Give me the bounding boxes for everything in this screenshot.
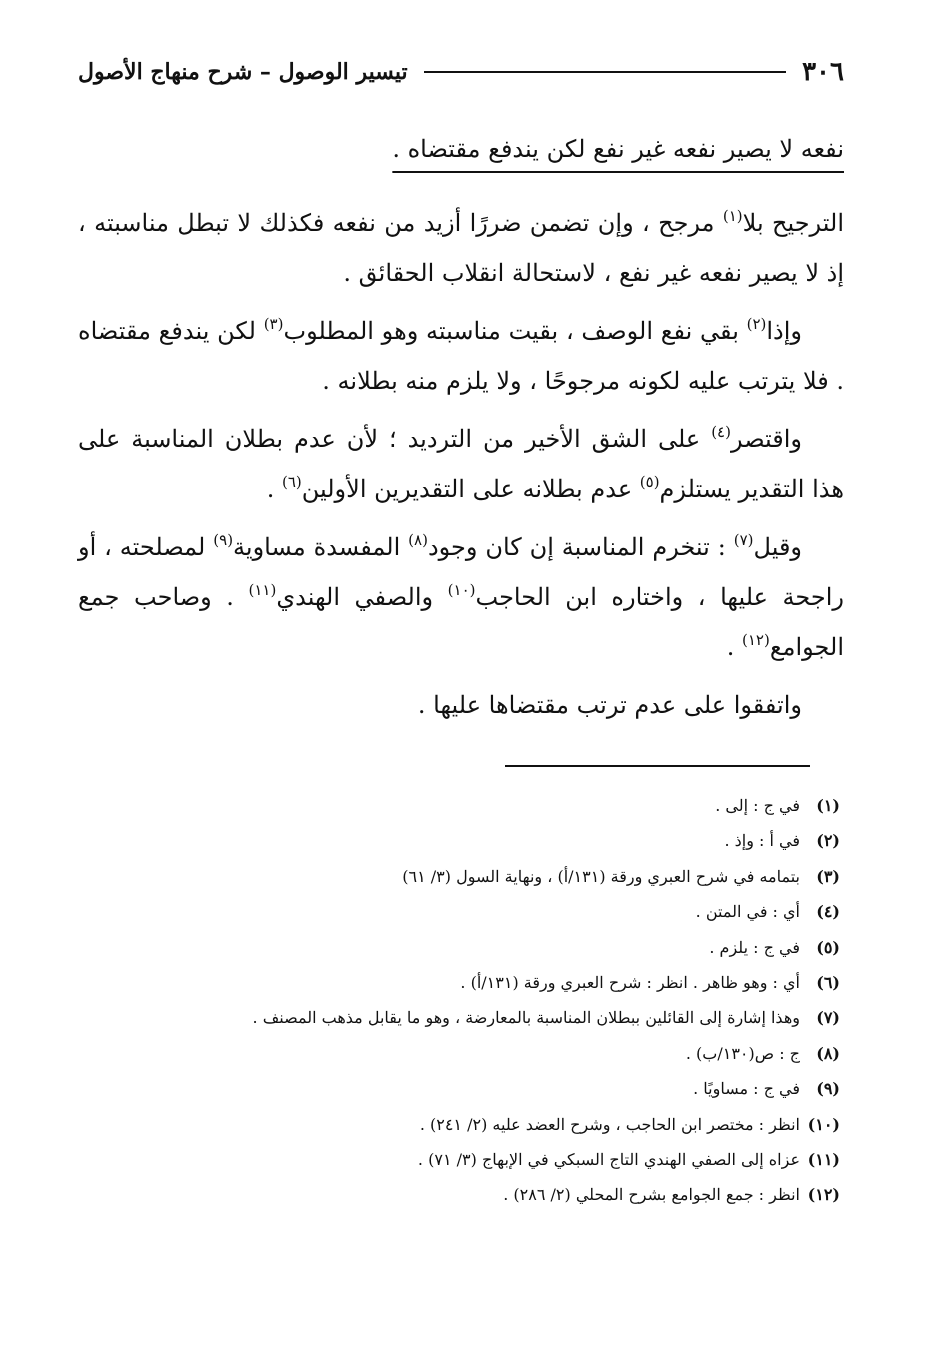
- footnote-number: (٩): [816, 1079, 840, 1099]
- text-run: .: [266, 475, 282, 503]
- footnote-item: [78, 930, 840, 965]
- footnote-item: [78, 1036, 840, 1071]
- footnote-item: [78, 859, 840, 894]
- footnote-text: عزاه إلى الصفي الهندي التاج السبكي في الإبهاج (٣/ ٧١) .: [417, 1150, 800, 1170]
- text-run: لمصلحته ، أو راجحة عليها ، واختاره ابن الحاجب: [78, 533, 845, 611]
- footnote-item: [78, 1071, 840, 1106]
- footnote-number: (١١): [807, 1150, 840, 1170]
- text-run: بقي نفع الوصف ، بقيت مناسبته وهو المطلوب: [283, 317, 747, 345]
- footnote-separator: [505, 765, 810, 767]
- text-run: .: [726, 633, 742, 661]
- footnote-ref-10[interactable]: (١٠): [447, 581, 476, 599]
- page-number: ٣٠٦: [802, 57, 844, 87]
- footnote-text: بتمامه في شرح العبري ورقة (١٣١/أ) ، ونهاية السول (٣/ ٦١): [402, 866, 800, 886]
- footnote-ref-5[interactable]: (٥): [639, 473, 660, 491]
- footnote-item: [78, 1000, 840, 1035]
- footnote-item: [78, 788, 840, 823]
- footnote-ref-2[interactable]: (٢): [746, 315, 767, 333]
- footnote-number: (١٢): [807, 1185, 840, 1205]
- footnote-ref-9[interactable]: (٩): [213, 531, 234, 549]
- footnote-item: [78, 1107, 840, 1142]
- footnote-number: (١٠): [807, 1114, 840, 1134]
- footnote-item: [78, 1142, 840, 1177]
- footnote-item: [78, 894, 840, 929]
- text-run: عدم بطلانه على التقديرين الأولين: [301, 475, 640, 503]
- footnote-text: في ج : مساويًا .: [693, 1079, 800, 1099]
- footnote-ref-6[interactable]: (٦): [281, 473, 302, 491]
- footnote-item: [78, 823, 840, 858]
- page-header: [78, 52, 844, 92]
- footnote-item: [78, 1177, 840, 1212]
- footnote-text: في ج : إلى .: [715, 796, 800, 815]
- text-run: لكن يندفع مقتضاه . فلا يترتب عليه لكونه مرجوحًا ، ولا يلزم منه بطلانه .: [78, 317, 844, 395]
- footnote-number: (٨): [816, 1043, 840, 1063]
- footnote-text: أي : في المتن .: [695, 902, 800, 922]
- text-run: والصفي الهندي: [276, 583, 448, 611]
- text-run: وقيل: [753, 533, 803, 561]
- footnotes-list: [78, 788, 840, 1213]
- footnote-ref-7[interactable]: (٧): [733, 531, 754, 549]
- footnote-text: وهذا إشارة إلى القائلين ببطلان المناسبة بالمعارضة ، وهو ما يقابل مذهب المصنف .: [252, 1008, 800, 1028]
- footnote-number: (١): [816, 796, 840, 815]
- footnote-ref-12[interactable]: (١٢): [741, 631, 770, 649]
- text-run: الترجيح بلا: [742, 209, 844, 237]
- footnote-ref-1[interactable]: (١): [722, 207, 743, 225]
- footnote-ref-8[interactable]: (٨): [408, 531, 428, 549]
- text-run: : تنخرم المناسبة إن كان وجود: [427, 533, 734, 561]
- footnote-text: انظر : جمع الجوامع بشرح المحلي (٢/ ٢٨٦) .: [503, 1185, 800, 1205]
- paragraph-3: [78, 306, 844, 406]
- footnote-number: (٤): [816, 902, 840, 922]
- paragraph-quoted-text: نفعه لا يصير نفعه غير نفع لكن يندفع مقتضاه .: [392, 135, 844, 163]
- footnote-text: في ج : يلزم .: [709, 937, 800, 957]
- header-rule: [424, 71, 786, 73]
- footnote-ref-3[interactable]: (٣): [263, 315, 284, 333]
- running-title: تيسير الوصول – شرح منهاج الأصول: [78, 59, 408, 85]
- paragraph-2: [78, 198, 844, 298]
- footnote-number: (٢): [816, 831, 840, 851]
- footnote-text: ج : ص(١٣٠/ب) .: [685, 1043, 800, 1063]
- footnote-text: أي : وهو ظاهر . انظر : شرح العبري ورقة (١٣١/أ) .: [460, 973, 800, 993]
- paragraph-5: [78, 522, 844, 672]
- footnote-ref-4[interactable]: (٤): [711, 423, 731, 441]
- footnote-ref-11[interactable]: (١١): [248, 581, 277, 599]
- paragraph-4: [78, 414, 844, 514]
- footnote-item: [78, 965, 840, 1000]
- footnote-number: (٧): [816, 1008, 840, 1028]
- footnote-number: (٣): [816, 866, 840, 886]
- text-run: . وصاحب جمع الجوامع: [78, 583, 844, 661]
- text-run: على الشق الأخير من الترديد ؛ لأن عدم بطلان المناسبة على هذا التقدير يستلزم: [78, 425, 844, 503]
- footnote-number: (٦): [816, 973, 840, 993]
- main-text: [78, 124, 844, 738]
- text-run: مرجح ، وإن تضمن ضررًا أزيد من نفعه فكذلك لا تبطل مناسبته ، إذ لا يصير نفعه غير نفع ، لاستحالة انقلاب الحقائق .: [78, 209, 844, 287]
- footnote-number: (٥): [816, 937, 840, 957]
- footnote-text: انظر : مختصر ابن الحاجب ، وشرح العضد عليه (٢/ ٢٤١) .: [419, 1114, 800, 1134]
- text-run: المفسدة مساوية: [233, 533, 409, 561]
- paragraph-6: واتفقوا على عدم ترتب مقتضاها عليها .: [417, 691, 802, 719]
- text-run: واقتصر: [730, 425, 802, 453]
- text-run: وإذا: [766, 317, 802, 345]
- footnote-text: في أ : وإذ .: [724, 831, 800, 851]
